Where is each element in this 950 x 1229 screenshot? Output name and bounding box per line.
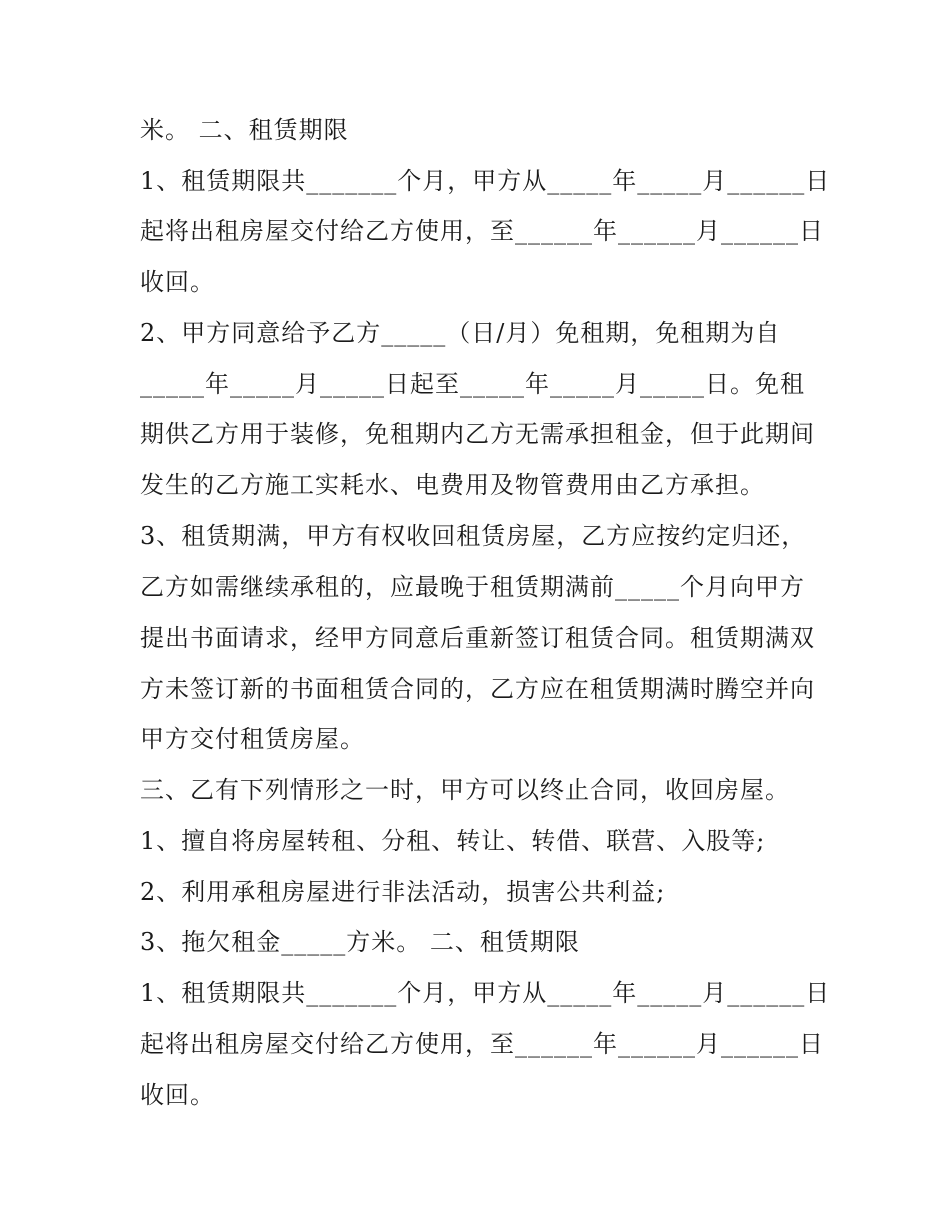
text-line: 发生的乙方施工实耗水、电费用及物管费用由乙方承担。 [140, 471, 765, 499]
text-line: 起将出租房屋交付给乙方使用，至______年______月______日 [140, 1030, 824, 1058]
text-line: 米。 二、租赁期限 [140, 116, 349, 144]
text-line: 三、乙有下列情形之一时，甲方可以终止合同，收回房屋。 [140, 776, 790, 804]
text-line: 收回。 [140, 1081, 215, 1109]
text-line: 3、拖欠租金_____方米。 二、租赁期限 [140, 928, 580, 956]
text-line: 3、租赁期满，甲方有权收回租赁房屋，乙方应按约定归还， [140, 522, 807, 550]
text-line: 2、利用承租房屋进行非法活动，损害公共利益; [140, 878, 666, 906]
text-line: 起将出租房屋交付给乙方使用，至______年______月______日 [140, 217, 824, 245]
text-line: 甲方交付租赁房屋。 [140, 725, 365, 753]
text-line: 收回。 [140, 268, 215, 296]
text-line: 方未签订新的书面租赁合同的，乙方应在租赁期满时腾空并向 [140, 675, 815, 703]
text-line: 1、擅自将房屋转租、分租、转让、转借、联营、入股等; [140, 827, 766, 855]
text-line: _____年_____月_____日起至_____年_____月_____日。免租 [140, 370, 805, 398]
text-line: 乙方如需继续承租的，应最晚于租赁期满前_____个月向甲方 [140, 573, 805, 601]
text-line: 提出书面请求，经甲方同意后重新签订租赁合同。租赁期满双 [140, 624, 815, 652]
text-line: 1、租赁期限共_______个月，甲方从_____年_____月______日 [140, 167, 831, 195]
text-line: 1、租赁期限共_______个月，甲方从_____年_____月______日 [140, 979, 831, 1007]
text-line: 期供乙方用于装修，免租期内乙方无需承担租金，但于此期间 [140, 420, 815, 448]
text-line: 2、甲方同意给予乙方_____（日/月）免租期，免租期为自 [140, 319, 781, 347]
